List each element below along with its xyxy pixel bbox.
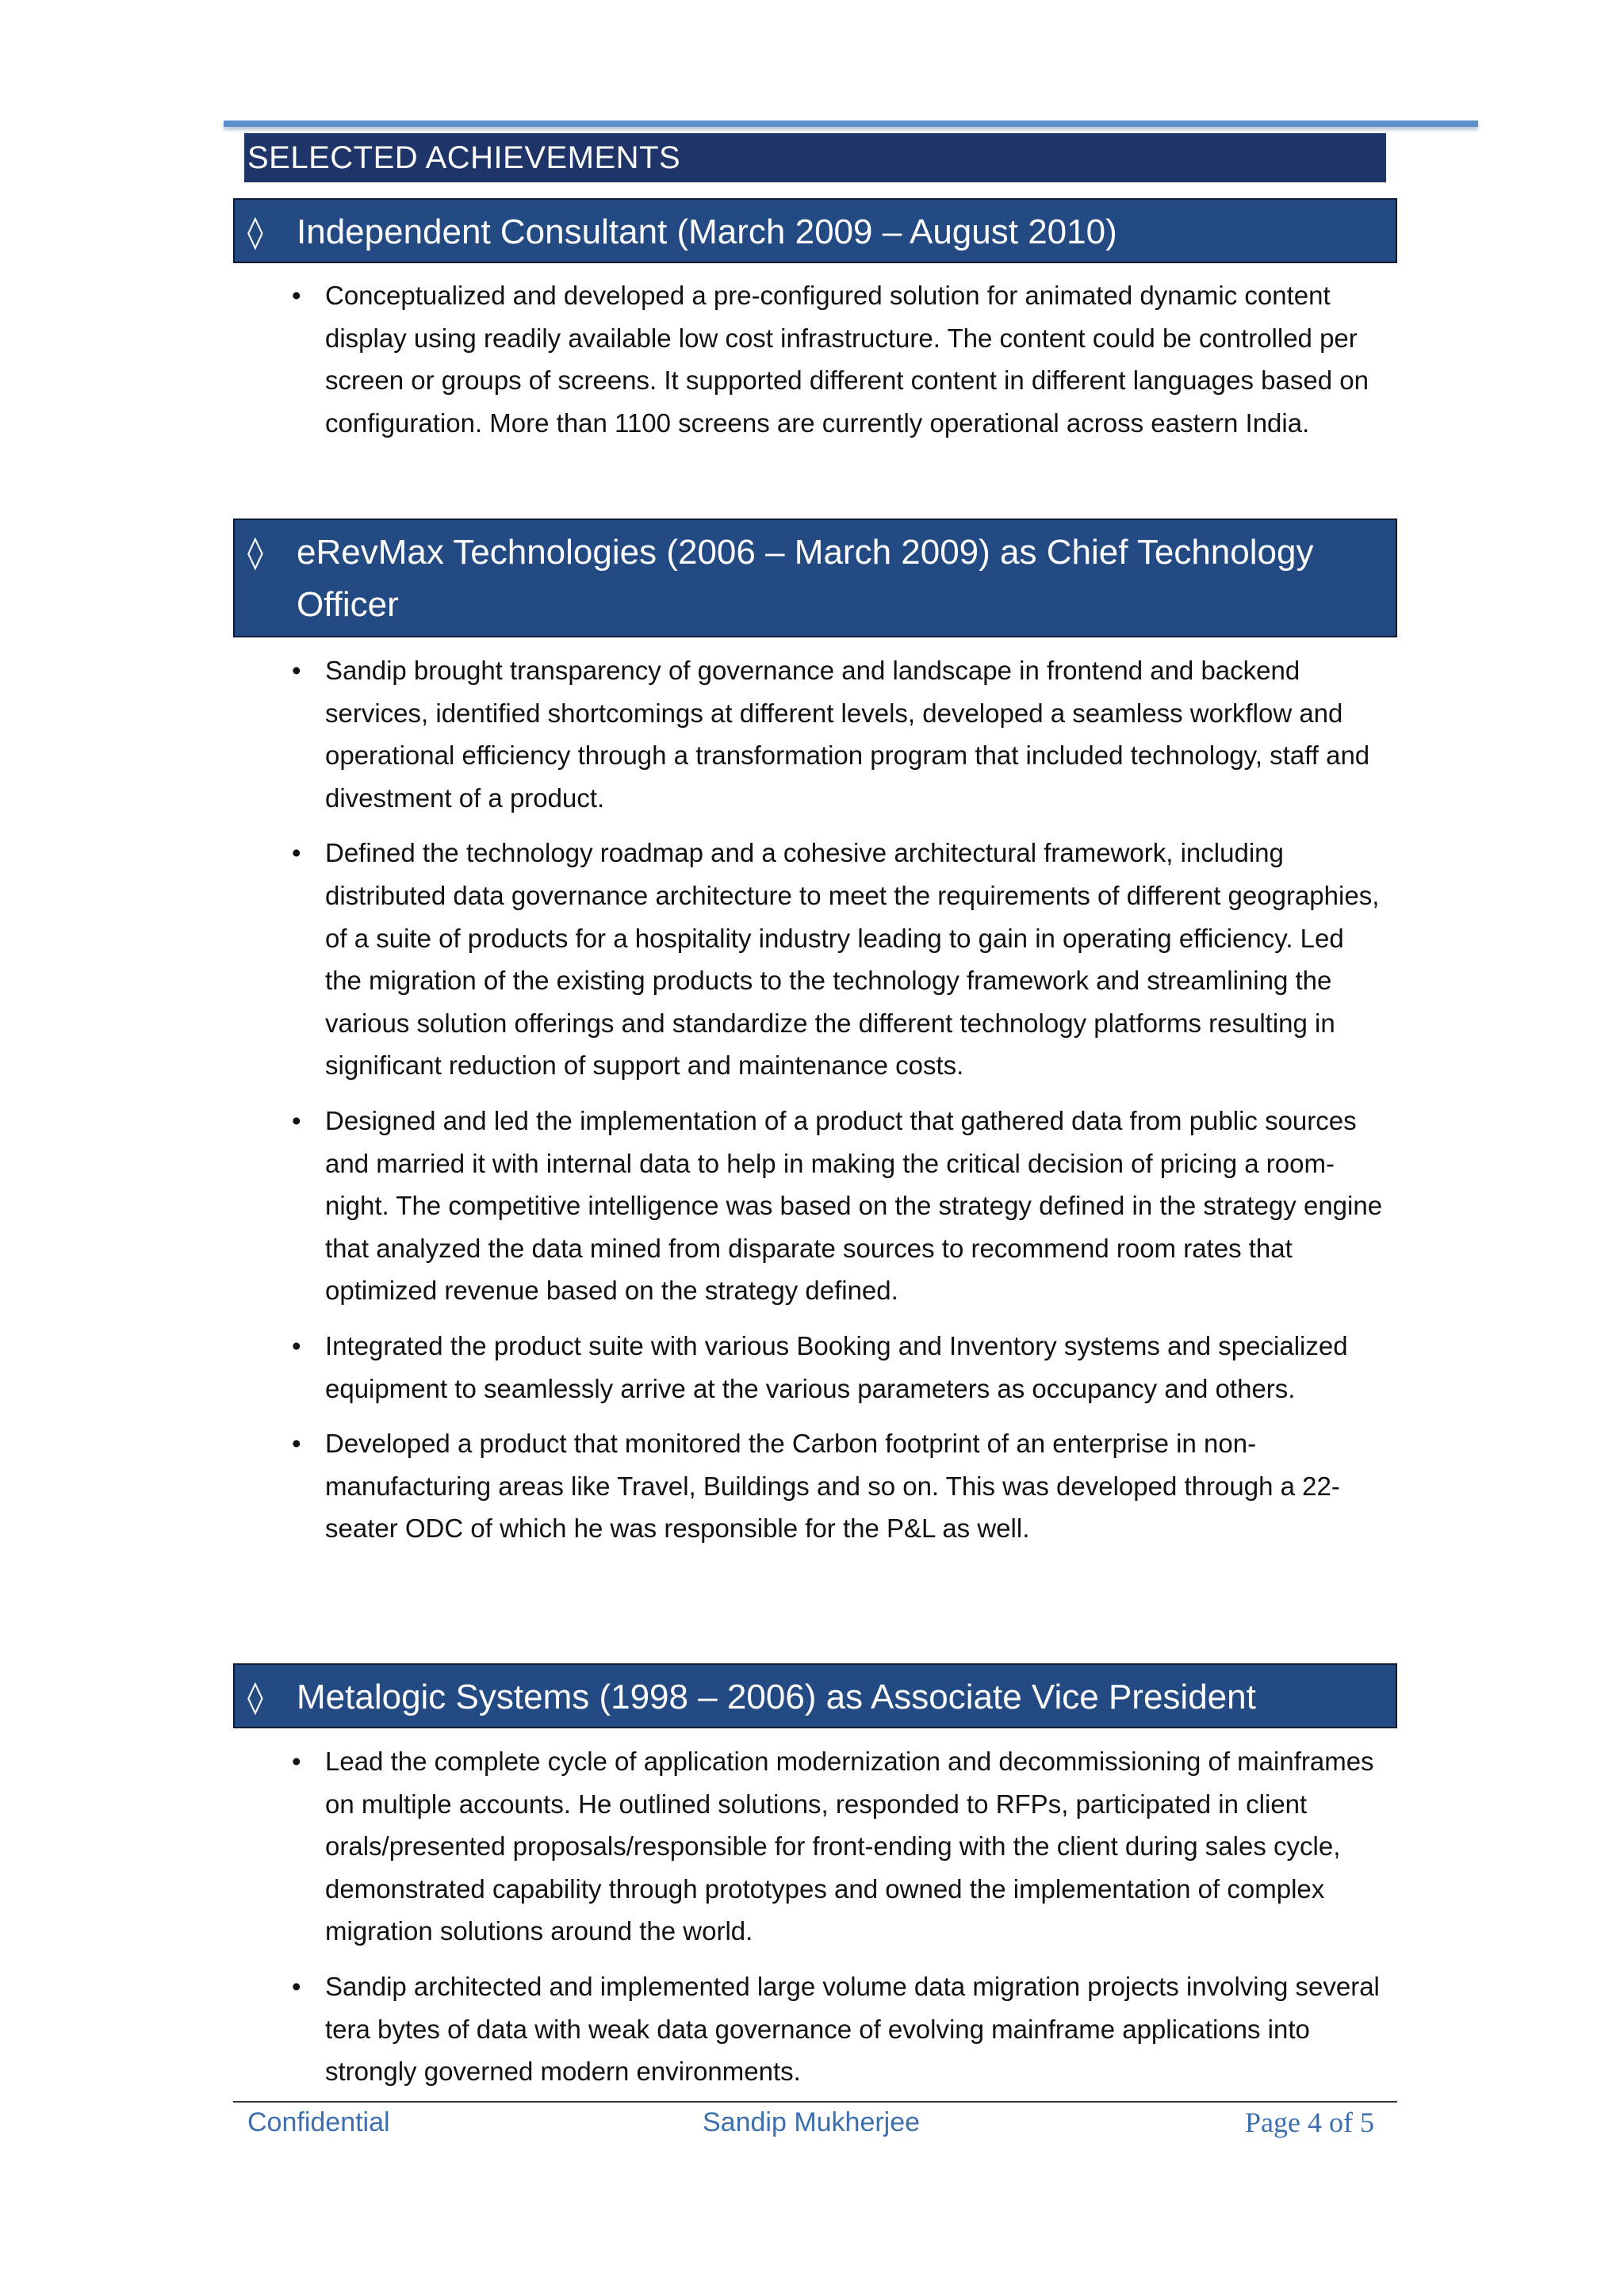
bullet-icon: • — [292, 281, 301, 310]
bullet-text: Lead the complete cycle of application modernization and decommissioning of mainframes on multiple accounts. He outlined solutions, responded to RFPs, participated in client orals/presented proposals/responsible for front-ending with the client during sales cycle, demonstrated capability through prototypes and owned the implementation of complex migration solutions around the world. — [325, 1747, 1374, 1946]
bullet-text: Integrated the product suite with various Booking and Inventory systems and specialized equipment to seamlessly arrive at the various parameters as occupancy and others. — [325, 1330, 1348, 1403]
footer-page-number: Page 4 of 5 — [1245, 2107, 1374, 2138]
bullet-text: Developed a product that monitored the Carbon footprint of an enterprise in non-manufacturing areas like Travel, Buildings and so on. This was developed through a 22-seater ODC of which he was responsible for the P&L as well. — [325, 1429, 1340, 1544]
job-title: Independent Consultant (March 2009 – August 2010) — [297, 212, 1117, 251]
top-rule — [224, 121, 1478, 127]
footer-confidential: Confidential — [247, 2107, 390, 2137]
list-item — [292, 274, 1386, 444]
list-item — [292, 1965, 1386, 2093]
job-title: Metalogic Systems (1998 – 2006) as Associate Vice President — [297, 1678, 1256, 1716]
bullet-icon: • — [292, 1747, 301, 1776]
bullet-text: Defined the technology roadmap and a cohesive architectural framework, including distributed data governance architecture to meet the requirements of different geographies, of a suite of products for a hospitality industry leading to gain in operating efficiency. Led the migration of the existing products to the technology framework and streamlining the various solution offerings and standardize the different technology platforms resulting in significant reduction of support and maintenance costs. — [325, 838, 1380, 1081]
list-item — [292, 649, 1386, 819]
bullet-icon: • — [292, 1429, 301, 1459]
bullet-list-metalogic — [292, 1740, 1386, 2106]
job-header-independent-consultant — [233, 198, 1397, 263]
bullet-icon: • — [292, 1971, 301, 2001]
bullet-icon: • — [292, 1105, 301, 1135]
job-title: eRevMax Technologies (2006 – March 2009) as Chief Technology Officer — [297, 533, 1314, 624]
bullet-text: Conceptualized and developed a pre-configured solution for animated dynamic content display using readily available low cost infrastructure. The content could be controlled per screen or groups of screens. It supported different content in different languages based on configuration. More than 1100 screens are currently operational across eastern India. — [325, 281, 1369, 438]
bullet-icon: • — [292, 838, 301, 868]
bullet-text: Designed and led the implementation of a product that gathered data from public sources and married it with internal data to help in making the critical decision of pricing a room-night. The competitive intelligence was based on the strategy defined in the strategy engine that analyzed the data mined from disparate sources to recommend room rates that optimized revenue based on the strategy defined. — [325, 1105, 1383, 1306]
bullet-list-independent-consultant — [292, 274, 1386, 457]
diamond-icon: ◊ — [247, 534, 263, 571]
diamond-icon: ◊ — [247, 1679, 263, 1716]
list-item — [292, 1100, 1386, 1312]
list-item — [292, 832, 1386, 1087]
bullet-text: Sandip architected and implemented large volume data migration projects involving several tera bytes of data with weak data governance of evolving mainframe applications into strongly governed modern environments. — [325, 1971, 1380, 2087]
bullet-icon: • — [292, 656, 301, 685]
list-item — [292, 1422, 1386, 1550]
bullet-text: Sandip brought transparency of governance and landscape in frontend and backend services, identified shortcomings at different levels, developed a seamless workflow and operational efficiency through a transformation program that included technology, staff and divestment of a product. — [325, 656, 1370, 813]
job-header-erevmax — [233, 519, 1397, 637]
diamond-icon: ◊ — [247, 214, 263, 251]
list-item — [292, 1325, 1386, 1410]
footer-author: Sandip Mukherjee — [703, 2107, 921, 2137]
bullet-list-erevmax — [292, 649, 1386, 1563]
section-header: SELECTED ACHIEVEMENTS — [244, 133, 1386, 182]
list-item — [292, 1740, 1386, 1953]
bullet-icon: • — [292, 1330, 301, 1360]
job-header-metalogic — [233, 1663, 1397, 1728]
